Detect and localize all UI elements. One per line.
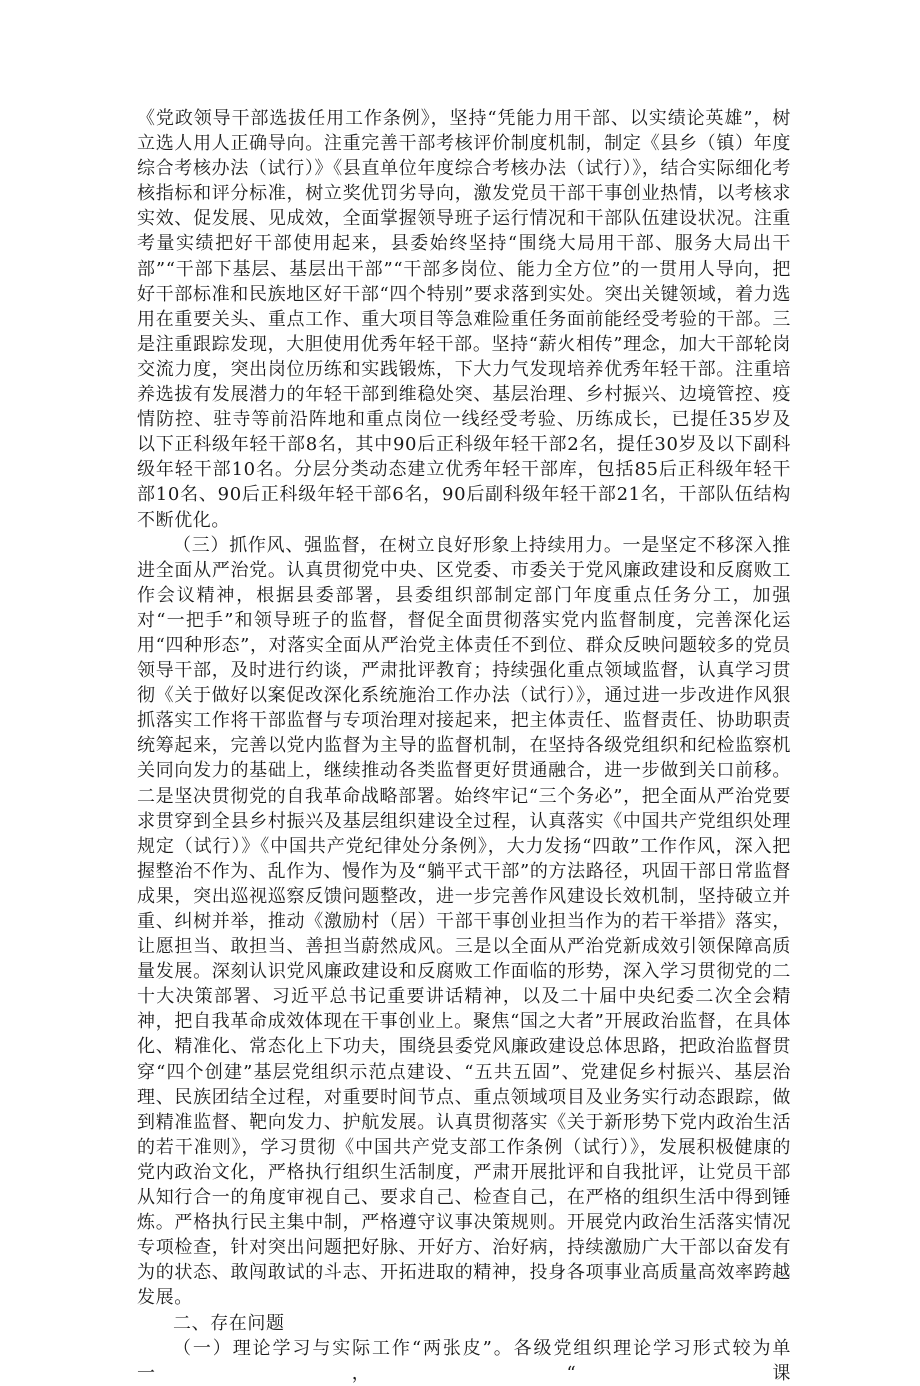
paragraph-theory-study: （一）理论学习与实际工作“两张皮”。各级党组织理论学习形式较为单一，“课 bbox=[137, 1337, 791, 1384]
paragraph-cadre-selection: 《党政领导干部选拔任用工作条例》，坚持“凭能力用干部、以实绩论英雄”，树立选人用人正确导向。注重完善干部考核评价制度机制，制定《县乡（镇）年度综合考核办法（试行）》《县直单位年度综合考核办法（试行）》，结合实际细化考核指标和评分标准，树立奖优罚劣导向，激发党员干部干事创业热情，以考核求实效、促发展、见成效，全面掌握领导班子运行情况和干部队伍建设状况。注重考量实绩把好干部使用起来，县委始终坚持“围绕大局用干部、服务大局出干部”“干部下基层、基层出干部”“干部多岗位、能力全方位”的一贯用人导向，把好干部标准和民族地区好干部“四个特别”要求落到实处。突出关键领域，着力选用在重要关头、重点工作、重大项目等急难险重任务面前能经受考验的干部。三是注重跟踪发现，大胆使用优秀年轻干部。坚持“薪火相传”理念，加大干部轮岗交流力度，突出岗位历练和实践锻炼，下大力气发现培养优秀年轻干部。注重培养选拔有发展潜力的年轻干部到维稳处突、基层治理、乡村振兴、边境管控、疫情防控、驻寺等前沿阵地和重点岗位一线经受考验、历练成长，已提任35岁及以下正科级年轻干部8名，其中90后正科级年轻干部2名，提任30岁及以下副科级年轻干部10名。分层分类动态建立优秀年轻干部库，包括85后正科级年轻干部10名、90后正科级年轻干部6名，90后副科级年轻干部21名，干部队伍结构不断优化。 bbox=[137, 108, 791, 531]
section-heading-problems: 二、存在问题 bbox=[173, 1312, 285, 1334]
paragraph-style-supervision: （三）抓作风、强监督，在树立良好形象上持续用力。一是坚定不移深入推进全面从严治党。认真贯彻党中央、区党委、市委关于党风廉政建设和反腐败工作会议精神，根据县委部署，县委组织部制定部门年度重点任务分工，加强对“一把手”和领导班子的监督，督促全面贯彻落实党内监督制度，完善深化运用“四种形态”，对落实全面从严治党主体责任不到位、群众反映问题较多的党员领导干部，及时进行约谈，严肃批评教育；持续强化重点领域监督，认真学习贯彻《关于做好以案促改深化系统施治工作办法（试行）》，通过进一步改进作风狠抓落实工作将干部监督与专项治理对接起来，把主体责任、监督责任、协助职责统筹起来，完善以党内监督为主导的监督机制，在坚持各级党组织和纪检监察机关同向发力的基础上，继续推动各类监督更好贯通融合，进一步做到关口前移。二是坚决贯彻党的自我革命战略部署。始终牢记“三个务必”，把全面从严治党要求贯穿到全县乡村振兴及基层组织建设全过程，认真落实《中国共产党组织处理规定（试行）》《中国共产党纪律处分条例》，大力发扬“四敢”工作作风，深入把握整治不作为、乱作为、慢作为及“躺平式干部”的方法路径，巩固干部日常监督成果，突出巡视巡察反馈问题整改，进一步完善作风建设长效机制，坚持破立并重、纠树并举，推动《激励村（居）干部干事创业担当作为的若干举措》落实，让愿担当、敢担当、善担当蔚然成风。三是以全面从严治党新成效引领保障高质量发展。深刻认识党风廉政建设和反腐败工作面临的形势，深入学习贯彻党的二十大决策部署、习近平总书记重要讲话精神，以及二十届中央纪委二次全会精神，把自我革命成效体现在干事创业上。聚焦“国之大者”开展政治监督，在具体化、精准化、常态化上下功夫，围绕县委党风廉政建设总体思路，把政治监督贯穿“四个创建”基层党组织示范点建设、“五共五固”、党建促乡村振兴、基层治理、民族团结全过程，对重要时间节点、重点领域项目及业务实行动态跟踪，做到精准监督、靶向发力、护航发展。认真贯彻落实《关于新形势下党内政治生活的若干准则》，学习贯彻《中国共产党支部工作条例（试行）》，发展积极健康的党内政治文化，严格执行组织生活制度，严肃开展批评和自我批评，让党员干部从知行合一的角度审视自己、要求自己、检查自己，在严格的组织生活中得到锤炼。严格执行民主集中制，严格遵守议事决策规则。开展党内政治生活落实情况专项检查，针对突出问题把好脉、开好方、治好病，持续激励广大干部以奋发有为的状态、敢闯敢试的斗志、开拓进取的精神，投身各项事业高质量高效率跨越发展。 bbox=[137, 534, 791, 1309]
